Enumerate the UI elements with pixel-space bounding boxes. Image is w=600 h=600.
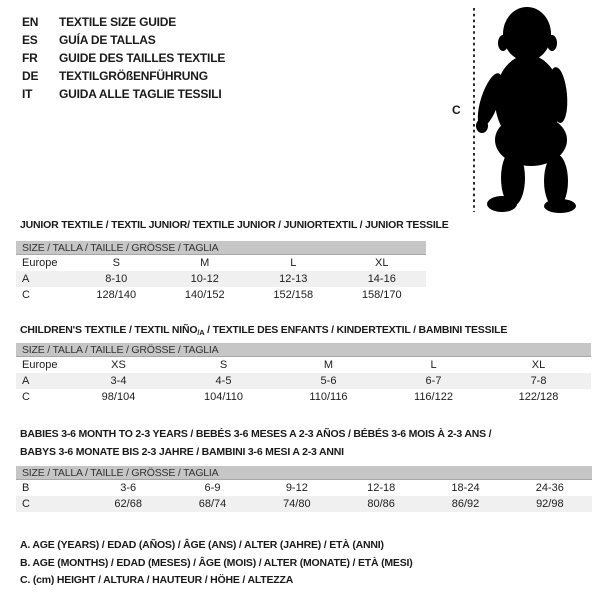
age-cell: 3-4	[66, 373, 171, 389]
language-row	[22, 49, 225, 67]
table-row	[16, 357, 591, 374]
table-row	[16, 496, 592, 512]
age-cell: 5-6	[276, 373, 381, 389]
row-label: A	[16, 271, 72, 287]
baby-figure	[473, 7, 576, 213]
height-cell: 152/158	[273, 289, 314, 301]
height-cell: 158/170	[361, 289, 402, 301]
language-row	[22, 67, 225, 85]
row-label: A	[16, 373, 66, 389]
size-cell: XL	[531, 359, 546, 371]
height-cell: 74/80	[255, 496, 339, 512]
age-cell: 14-16	[338, 271, 427, 287]
babies-title-line2: BABYS 3-6 MONATE BIS 2-3 JAHRE / BAMBINI 3-6 MESI A 2-3 ANNI	[20, 446, 344, 458]
height-cell: 86/92	[423, 496, 507, 512]
row-label: C	[16, 496, 86, 512]
table-row	[16, 271, 426, 287]
children-size-table	[16, 343, 591, 405]
height-cell: 122/128	[518, 391, 559, 403]
table-row	[16, 480, 592, 497]
language-title: TEXTILGRÖßENFÜHRUNG	[59, 69, 208, 83]
age-cell: 24-36	[535, 482, 564, 494]
language-title: GUIDA ALLE TAGLIE TESSILI	[59, 87, 222, 101]
size-cell: XS	[111, 359, 126, 371]
row-label: C	[22, 391, 30, 403]
age-cell: 18-24	[451, 482, 480, 494]
age-cell: 6-9	[204, 482, 221, 494]
height-cell: 110/116	[309, 391, 348, 403]
language-code: DE	[22, 69, 39, 83]
age-cell: 7-8	[486, 373, 591, 389]
children-title-pre: CHILDREN'S TEXTILE / TEXTIL NIÑO	[20, 324, 198, 336]
junior-size-table	[16, 241, 426, 303]
language-code: ES	[22, 33, 38, 47]
height-cell: 140/152	[184, 289, 225, 301]
age-cell: 10-12	[161, 271, 250, 287]
table-header-cell: SIZE / TALLA / TAILLE / GRÖSSE / TAGLIA	[16, 241, 426, 255]
size-cell: S	[112, 257, 120, 269]
age-cell: 8-10	[72, 271, 161, 287]
table-row	[16, 389, 591, 405]
row-label: C	[22, 289, 30, 301]
table-header-row	[16, 241, 426, 255]
height-cell: 116/122	[414, 391, 453, 403]
height-measure-label: C	[452, 103, 461, 117]
table-header-cell: SIZE / TALLA / TAILLE / GRÖSSE / TAGLIA	[16, 343, 591, 357]
language-row	[22, 13, 225, 31]
footnotes	[20, 537, 413, 590]
table-header-row	[16, 343, 591, 357]
babies-title-line1: BABIES 3-6 MONTH TO 2-3 YEARS / BEBÉS 3-6 MESES A 2-3 AÑOS / BÉBÉS 3-6 MOIS À 2-3 ANS /	[20, 428, 492, 440]
size-cell: M	[323, 359, 334, 371]
children-table-title	[20, 321, 507, 342]
table-row	[16, 373, 591, 389]
age-cell: 3-6	[120, 482, 137, 494]
age-cell: 12-13	[249, 271, 338, 287]
row-label: Europe	[22, 257, 58, 269]
height-cell: 68/74	[170, 496, 254, 512]
language-row	[22, 31, 225, 49]
children-title-post: / TEXTILE DES ENFANTS / KINDERTEXTIL / BAMBINI TESSILE	[204, 324, 508, 336]
babies-table-title	[20, 425, 491, 461]
language-row	[22, 85, 225, 103]
language-code: FR	[22, 51, 38, 65]
size-cell: L	[430, 359, 437, 371]
junior-table-title: JUNIOR TEXTILE / TEXTIL JUNIOR/ TEXTILE JUNIOR / JUNIORTEXTIL / JUNIOR TESSILE	[20, 219, 449, 231]
table-header-row	[16, 466, 592, 480]
size-cell: L	[290, 257, 297, 269]
language-title-list	[22, 13, 225, 103]
age-cell: 6-7	[381, 373, 486, 389]
table-row	[16, 255, 426, 272]
language-title: GUÍA DE TALLAS	[59, 33, 156, 47]
row-label: Europe	[22, 359, 58, 371]
children-title-subscript: /A	[197, 328, 205, 337]
babies-size-table	[16, 466, 592, 512]
size-cell: S	[219, 359, 228, 371]
height-cell: 92/98	[508, 496, 592, 512]
height-cell: 104/110	[204, 391, 243, 403]
footnote-a: A. AGE (YEARS) / EDAD (AÑOS) / ÂGE (ANS) / ALTER (JAHRE) / ETÀ (ANNI)	[20, 539, 384, 551]
age-cell: 4-5	[171, 373, 276, 389]
language-title: GUIDE DES TAILLES TEXTILE	[59, 51, 226, 65]
size-cell: M	[200, 257, 210, 269]
row-label: B	[22, 482, 30, 494]
language-code: IT	[22, 87, 33, 101]
height-cell: 128/140	[96, 289, 137, 301]
age-cell: 12-18	[367, 482, 396, 494]
size-cell: XL	[375, 257, 389, 269]
baby-silhouette-icon	[468, 0, 598, 215]
table-header-cell: SIZE / TALLA / TAILLE / GRÖSSE / TAGLIA	[16, 466, 592, 480]
height-cell: 62/68	[86, 496, 170, 512]
footnote-b: B. AGE (MONTHS) / EDAD (MESES) / ÂGE (MOIS) / ALTER (MONATE) / ETÀ (MESI)	[20, 556, 413, 569]
height-cell: 80/86	[339, 496, 423, 512]
table-row	[16, 287, 426, 303]
height-cell: 98/104	[101, 391, 136, 403]
age-cell: 9-12	[285, 482, 308, 494]
footnote-c: C. (cm) HEIGHT / ALTURA / HAUTEUR / HÖHE / ALTEZZA	[20, 574, 294, 586]
language-code: EN	[22, 15, 39, 29]
language-title: TEXTILE SIZE GUIDE	[59, 15, 177, 29]
